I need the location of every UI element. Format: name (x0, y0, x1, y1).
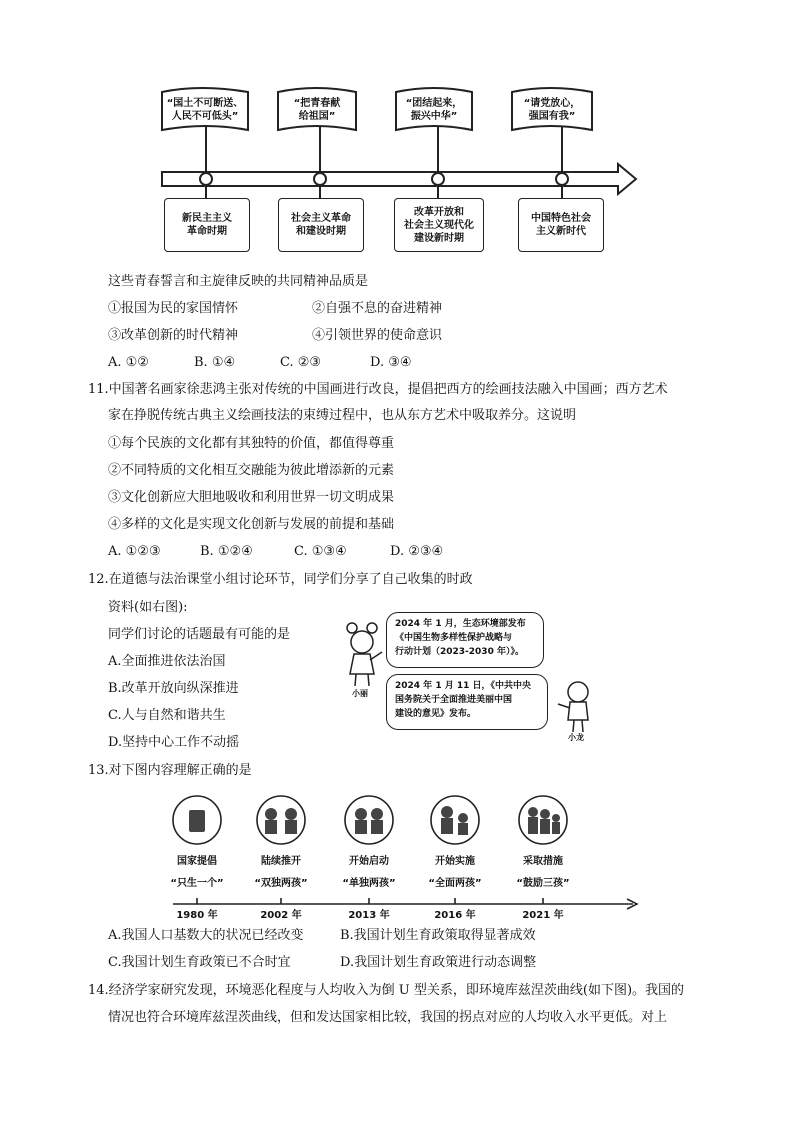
q12-choice-a: A.全面推进依法治国 (108, 654, 226, 669)
flag-3-text: “团结起来， 振兴中华” (405, 98, 463, 122)
q11-option-2: ②不同特质的文化相互交融能为彼此增添新的元素 (108, 463, 395, 478)
q11-option-1: ①每个民族的文化都有其独特的价值，都值得尊重 (108, 436, 395, 451)
q13-action-1: 国家提倡 (177, 856, 217, 867)
q10-option-2: ②自强不息的奋进精神 (312, 301, 443, 316)
q13-policy-2: “双独两孩” (254, 878, 308, 889)
q13-action-4: 开始实施 (435, 856, 475, 867)
q12-choice-d: D.坚持中心工作不动摇 (108, 735, 240, 750)
q11-option-4: ④多样的文化是实现文化创新与发展的前提和基础 (108, 517, 395, 532)
q12-bubble-1: 2024 年 1 月，生态环境部发布 《中国生物多样性保护战略与 行动计划（2023-2030 年）》。 (386, 612, 544, 668)
q11-stem-line1: 11.中国著名画家徐悲鸿主张对传统的中国画进行改良，提倡把西方的绘画技法融入中国画；西方艺术 (88, 382, 668, 397)
q11-choice-b: B. ①②④ (200, 544, 253, 559)
q10-option-3: ③改革创新的时代精神 (108, 328, 239, 343)
q12-name-1: 小丽 (352, 689, 368, 698)
q13-option-d: D.我国计划生育政策进行动态调整 (340, 955, 537, 970)
q13-policy-1: “只生一个” (170, 878, 224, 889)
q14-stem-line2: 情况也符合环境库兹涅茨曲线，但和发达国家相比较，我国的拐点对应的人均收入水平更低。对上 (108, 1010, 668, 1025)
q10-choice-b: B. ①④ (194, 355, 236, 370)
q10-option-4: ④引领世界的使命意识 (312, 328, 443, 343)
q12-question: 同学们讨论的话题最有可能的是 (108, 627, 291, 642)
q10-choice-a: A. ①② (108, 355, 149, 370)
q13-policy-3: “单独两孩” (342, 878, 396, 889)
q13-year-2: 2002 年 (260, 910, 302, 921)
q12-name-2: 小龙 (568, 733, 584, 742)
timeline-figure (150, 80, 650, 260)
q13-year-1: 1980 年 (176, 910, 218, 921)
flag-1-text: “国土不可断送、 人民不可低头” (166, 98, 244, 122)
q12-stem-line2: 资料(如右图): (108, 600, 188, 615)
q10-option-1: ①报国为民的家国情怀 (108, 301, 239, 316)
q13-action-5: 采取措施 (523, 856, 563, 867)
q13-action-3: 开始启动 (349, 856, 389, 867)
q13-year-5: 2021 年 (522, 910, 564, 921)
q13-figure (165, 788, 645, 920)
flag-2-text: “把青春献 给祖国” (293, 98, 341, 122)
q11-choice-a: A. ①②③ (108, 544, 161, 559)
q10-choice-d: D. ③④ (370, 355, 412, 370)
flag-4-text: “请党放心， 强国有我” (523, 98, 581, 122)
q13-year-4: 2016 年 (434, 910, 476, 921)
q14-stem-line1: 14.经济学家研究发现，环境恶化程度与人均收入为倒 U 型关系，即环境库兹涅茨曲线(如下图)。我国的 (88, 983, 685, 998)
q12-stem-line1: 12.在道德与法治课堂小组讨论环节，同学们分享了自己收集的时政 (88, 572, 473, 587)
q11-choice-c: C. ①③④ (294, 544, 347, 559)
q13-option-a: A.我国人口基数大的状况已经改变 (108, 928, 304, 943)
period-box-3: 改革开放和 社会主义现代化 建设新时期 (394, 198, 484, 252)
q12-bubble-2: 2024 年 1 月 11 日，《中共中央 国务院关于全面推进美丽中国 建设的意见》发布。 (386, 674, 548, 730)
q10-choice-c: C. ②③ (280, 355, 322, 370)
q13-option-b: B.我国计划生育政策取得显著成效 (340, 928, 536, 943)
q11-option-3: ③文化创新应大胆地吸收和利用世界一切文明成果 (108, 490, 395, 505)
q10-stem: 这些青春誓言和主旋律反映的共同精神品质是 (108, 274, 369, 289)
q13-option-c: C.我国计划生育政策已不合时宜 (108, 955, 291, 970)
q12-figure (338, 612, 598, 742)
q13-stem: 13.对下图内容理解正确的是 (88, 763, 252, 778)
period-box-2: 社会主义革命 和建设时期 (278, 198, 364, 252)
q13-policy-5: “鼓励三孩” (516, 878, 570, 889)
period-box-4: 中国特色社会 主义新时代 (518, 198, 604, 252)
period-box-1: 新民主主义 革命时期 (164, 198, 250, 252)
q12-choice-b: B.改革开放向纵深推进 (108, 681, 239, 696)
q11-stem-line2: 家在挣脱传统古典主义绘画技法的束缚过程中，也从东方艺术中吸取养分。这说明 (108, 408, 577, 423)
q11-choice-d: D. ②③④ (390, 544, 444, 559)
q12-choice-c: C.人与自然和谐共生 (108, 708, 226, 723)
q13-year-3: 2013 年 (348, 910, 390, 921)
q13-action-2: 陆续推开 (261, 856, 301, 867)
q13-policy-4: “全面两孩” (428, 878, 482, 889)
